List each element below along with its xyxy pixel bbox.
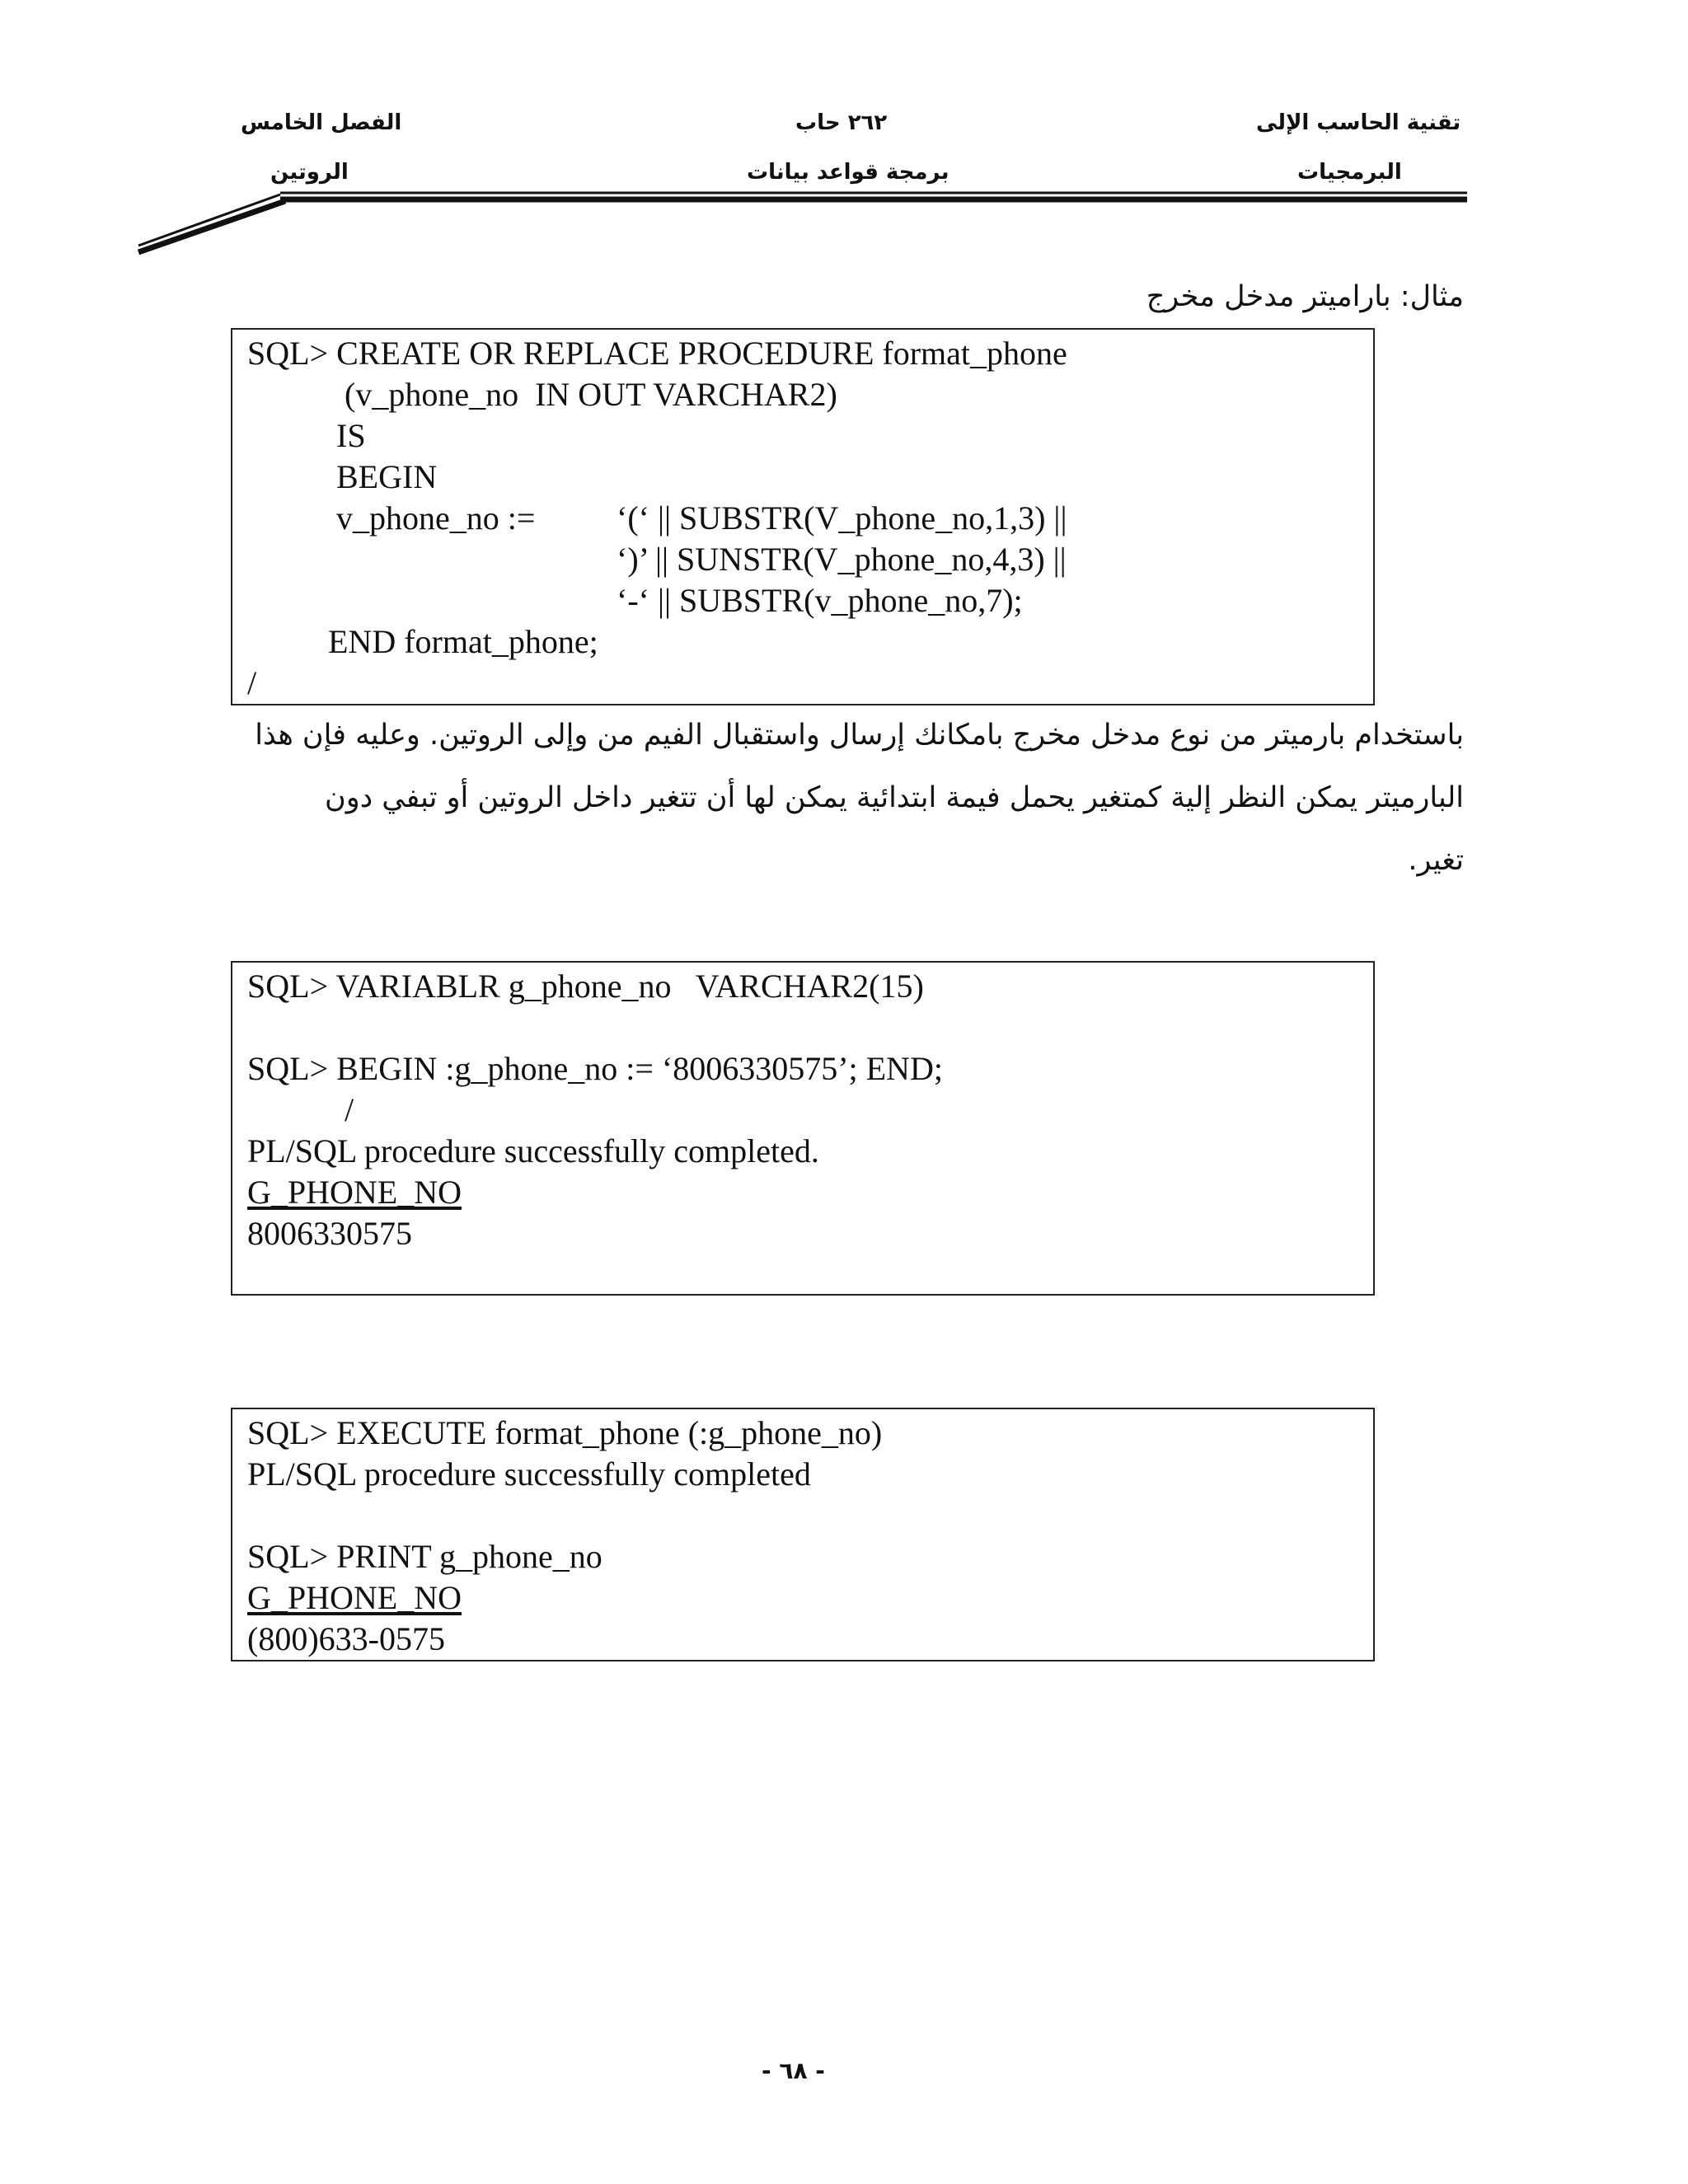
paragraph-line: تغير.	[1408, 844, 1464, 877]
code-line: G_PHONE_NO	[247, 1579, 462, 1616]
code-line: /	[345, 1091, 354, 1128]
code-block-variable	[231, 961, 1375, 1296]
code-line: SQL> BEGIN :g_phone_no := ‘8006330575’; END;	[247, 1050, 943, 1087]
code-line: G_PHONE_NO	[247, 1174, 462, 1211]
header-chapter: الفصل الخامس	[241, 110, 402, 135]
code-block-execute	[231, 1408, 1375, 1661]
paragraph-line: باستخدام بارميتر من نوع مدخل مخرج بامكانك إرسال واستقبال الفيم من وإلى الروتين. وعليه فإن هذا	[255, 719, 1464, 752]
code-line: END format_phone;	[328, 623, 598, 660]
code-line: SQL> VARIABLR g_phone_no VARCHAR2(15)	[247, 968, 924, 1005]
code-line: (800)633-0575	[247, 1620, 445, 1657]
header-course-title: برمجة قواعد بيانات	[747, 160, 950, 185]
page-number: - ٦٨ -	[762, 2057, 825, 2084]
code-line: ‘(‘ || SUBSTR(V_phone_no,1,3) ||	[617, 499, 1067, 537]
code-line: v_phone_no :=	[336, 499, 536, 537]
code-line: SQL> PRINT g_phone_no	[247, 1538, 603, 1575]
code-line: 8006330575	[247, 1215, 412, 1252]
code-block-create-procedure	[231, 328, 1375, 705]
code-line: PL/SQL procedure successfully completed.	[247, 1132, 819, 1169]
code-line: (v_phone_no IN OUT VARCHAR2)	[345, 376, 837, 413]
paragraph-line: البارميتر يمكن النظر إلية كمتغير يحمل فيمة ابتدائية يمكن لها أن تتغير داخل الروتين أو تبفي دون	[324, 781, 1464, 814]
example-heading: مثال: بارامیتر مدخل مخرج	[1146, 280, 1464, 313]
code-line: ‘-‘ || SUBSTR(v_phone_no,7);	[617, 582, 1023, 619]
header-topic: الروتين	[270, 160, 349, 185]
code-line: SQL> CREATE OR REPLACE PROCEDURE format_phone	[247, 335, 1067, 372]
header-department: تقنية الحاسب الإلى	[1256, 110, 1461, 135]
header-course-code: ٢٦٢ حاب	[795, 110, 888, 135]
code-line: SQL> EXECUTE format_phone (:g_phone_no)	[247, 1414, 883, 1451]
code-line: BEGIN	[336, 458, 438, 495]
header-specialization: البرمجيات	[1297, 160, 1402, 185]
code-line: IS	[336, 417, 366, 454]
code-line: ‘)’ || SUNSTR(V_phone_no,4,3) ||	[617, 541, 1067, 578]
code-line: PL/SQL procedure successfully completed	[247, 1455, 811, 1493]
header-rule	[0, 0, 1688, 272]
code-line: /	[247, 664, 257, 701]
